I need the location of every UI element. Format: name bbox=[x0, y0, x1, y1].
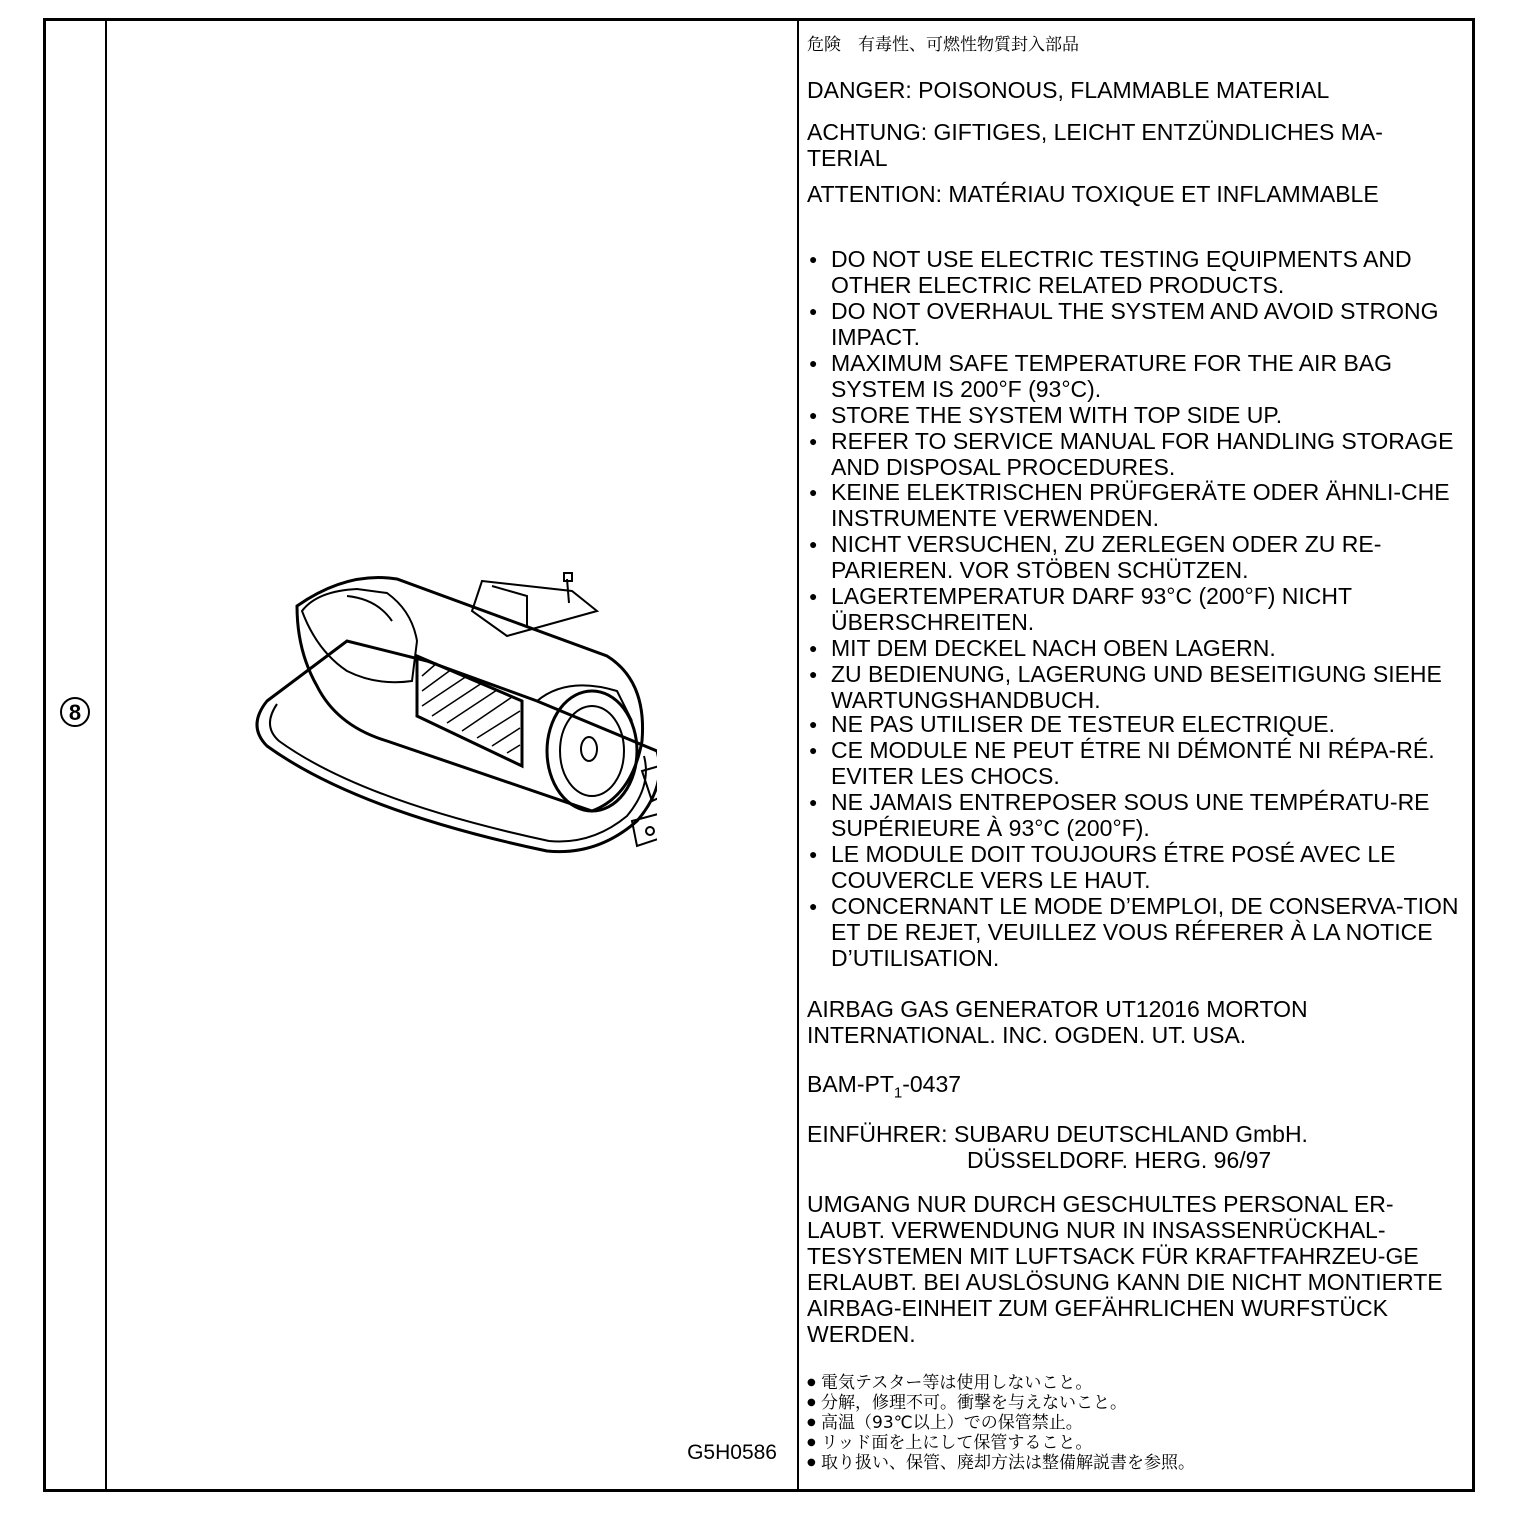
jp-instructions bbox=[807, 1373, 1457, 1473]
list-item: ● 取り扱い、保管、廃却方法は整備解説書を参照。 bbox=[807, 1453, 1457, 1473]
german-instructions bbox=[807, 479, 1467, 713]
airbag-module-illustration bbox=[237, 551, 657, 891]
item-number-column bbox=[46, 21, 107, 1489]
list-item: ● MIT DEM DECKEL NACH OBEN LAGERN. bbox=[807, 635, 1467, 661]
label-table bbox=[43, 18, 1475, 1492]
list-item: ● REFER TO SERVICE MANUAL FOR HANDLING STORAGE AND DISPOSAL PROCEDURES. bbox=[807, 428, 1467, 480]
list-item: ● NICHT VERSUCHEN, ZU ZERLEGEN ODER ZU RE-PARIEREN. VOR STÖBEN SCHÜTZEN. bbox=[807, 531, 1467, 583]
figure-code: G5H0586 bbox=[687, 1441, 777, 1464]
danger-warning-fr: ATTENTION: MATÉRIAU TOXIQUE ET INFLAMMABLE bbox=[807, 181, 1379, 207]
list-item: ● MAXIMUM SAFE TEMPERATURE FOR THE AIR BAG SYSTEM IS 200°F (93°C). bbox=[807, 350, 1467, 402]
list-item: ● 高温（93℃以上）での保管禁止。 bbox=[807, 1413, 1457, 1433]
german-handling-notice: UMGANG NUR DURCH GESCHULTES PERSONAL ER-LAUBT. VERWENDUNG NUR IN INSASSENRÜCKHAL-TESYSTEMEN MIT LUFTSACK FÜR KRAFTFAHRZEU-GE ERLAUBT. BEI AUSLÖSUNG KANN DIE NICHT MONTIERTE AIRBAG-EINHEIT ZUM GEFÄHRLICHEN WURFSTÜCK WERDEN. bbox=[807, 1191, 1443, 1347]
importer-name: SUBARU DEUTSCHLAND GmbH. bbox=[953, 1121, 1308, 1147]
item-number: 8 bbox=[60, 697, 90, 727]
list-item: ● NE PAS UTILISER DE TESTEUR ELECTRIQUE. bbox=[807, 711, 1467, 737]
list-item: ● リッド面を上にして保管すること。 bbox=[807, 1433, 1457, 1453]
list-item: ● 電気テスター等は使用しないこと。 bbox=[807, 1373, 1457, 1393]
importer-block bbox=[807, 1121, 1308, 1173]
english-instructions bbox=[807, 246, 1467, 480]
danger-warning-en: DANGER: POISONOUS, FLAMMABLE MATERIAL bbox=[807, 77, 1330, 103]
manufacturer-info: AIRBAG GAS GENERATOR UT12016 MORTON INTERNATIONAL. INC. OGDEN. UT. USA. bbox=[807, 996, 1308, 1048]
list-item: ● LE MODULE DOIT TOUJOURS ÉTRE POSÉ AVEC LE COUVERCLE VERS LE HAUT. bbox=[807, 841, 1467, 893]
approval-suffix: -0437 bbox=[902, 1071, 962, 1097]
list-item: ● CE MODULE NE PEUT ÉTRE NI DÉMONTÉ NI RÉPA-RÉ. EVITER LES CHOCS. bbox=[807, 737, 1467, 789]
importer-label: EINFÜHRER: bbox=[807, 1121, 948, 1147]
figure-column bbox=[107, 21, 799, 1489]
approval-subscript: 1 bbox=[893, 1084, 903, 1102]
list-item: ● CONCERNANT LE MODE D’EMPLOI, DE CONSERVA-TION ET DE REJET, VEUILLEZ VOUS RÉFERER À LA NOTICE D’UTILISATION. bbox=[807, 893, 1467, 971]
approval-prefix: BAM-PT bbox=[807, 1071, 894, 1097]
list-item: ● NE JAMAIS ENTREPOSER SOUS UNE TEMPÉRATU-RE SUPÉRIEURE À 93°C (200°F). bbox=[807, 789, 1467, 841]
danger-warning-de: ACHTUNG: GIFTIGES, LEICHT ENTZÜNDLICHES MA- TERIAL bbox=[807, 119, 1383, 171]
jp-danger-header: 危険 有毒性、可燃性物質封入部品 bbox=[807, 35, 1079, 55]
importer-location: DÜSSELDORF. HERG. 96/97 bbox=[967, 1147, 1272, 1173]
list-item: ● DO NOT OVERHAUL THE SYSTEM AND AVOID STRONG IMPACT. bbox=[807, 298, 1467, 350]
approval-number bbox=[807, 1071, 961, 1107]
french-instructions bbox=[807, 711, 1467, 971]
list-item: ● LAGERTEMPERATUR DARF 93°C (200°F) NICHT ÜBERSCHREITEN. bbox=[807, 583, 1467, 635]
label-text-column bbox=[807, 21, 1472, 1489]
list-item: ● STORE THE SYSTEM WITH TOP SIDE UP. bbox=[807, 402, 1467, 428]
list-item: ● DO NOT USE ELECTRIC TESTING EQUIPMENTS AND OTHER ELECTRIC RELATED PRODUCTS. bbox=[807, 246, 1467, 298]
list-item: ● ZU BEDIENUNG, LAGERUNG UND BESEITIGUNG SIEHE WARTUNGSHANDBUCH. bbox=[807, 661, 1467, 713]
list-item: ● 分解，修理不可。衝撃を与えないこと。 bbox=[807, 1393, 1457, 1413]
list-item: ● KEINE ELEKTRISCHEN PRÜFGERÄTE ODER ÄHNLI-CHE INSTRUMENTE VERWENDEN. bbox=[807, 479, 1467, 531]
